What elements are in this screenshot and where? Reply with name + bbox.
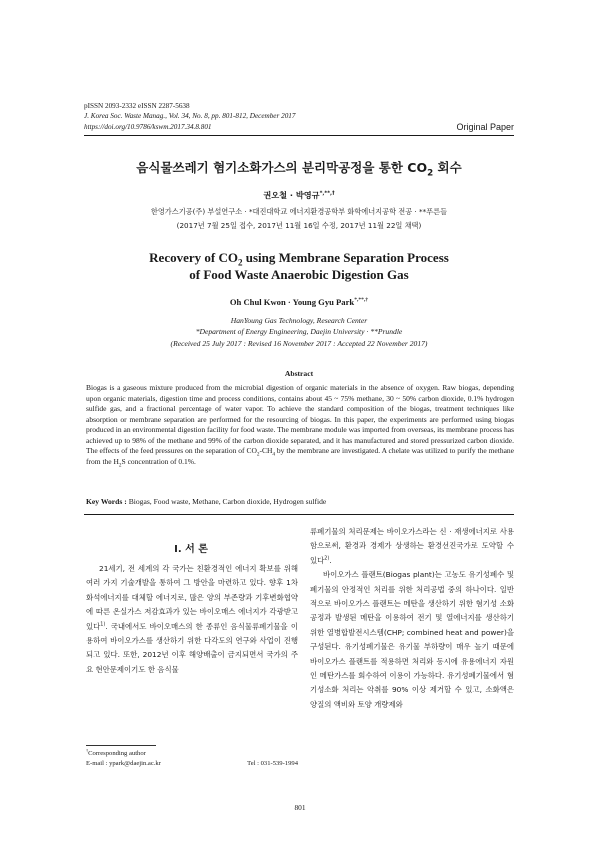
page-number: 801: [294, 803, 306, 812]
journal-info: [84, 101, 384, 132]
footnote: †Corresponding author E-mail : ypark@daejin.ac.kr Tel : 031-539-1994: [86, 747, 298, 767]
citation: J. Korea Soc. Waste Manag., Vol. 34, No. 8, pp. 801-812, December 2017: [84, 112, 296, 121]
intro-paragraph-1: 21세기, 전 세계의 각 국가는 친환경적인 에너지 확보를 위해 여러 가지 기술개발을 통하여 그 방안을 마련하고 있다. 향후 1차 화석에너지를 대체할 에너지로, 많은 양의 부존량과 기후변화협약에 따른 온실가스 저감효과가 있는 바이오매스 에너지가 각광받고 있다$^{1)}$. 국내에서도 바이오매스의 한 종류인 음식물류폐기물을 이용하여 바이오가스를 생산하기 위한 다각도의 연구와 사업이 진행되고 있다. 또한, 2012년 이후 해양배출이 금지되면서 국가의 주요 현안문제이기도 한 음식물: [86, 564, 298, 674]
korean-authors: 권오철 · 박영규*,**,†: [263, 190, 335, 200]
korean-affiliation: 한영가스기공(주) 부설연구소 · *대진대학교 에너지환경공학부 화학에너지공학 전공 · **푸른들: [150, 207, 448, 216]
keywords: Key Words : Biogas, Food waste, Methane, Carbon dioxide, Hydrogen sulfide: [86, 497, 327, 506]
english-affiliation: HanYoung Gas Technology, Research Center *Department of Energy Engineering, Daejin University · **Prundle (Received 25 July 2017 : Revised 16 November 2017 : Accepted 22 November 2017): [170, 316, 428, 348]
paper-type: Original Paper: [456, 122, 514, 132]
english-authors: Oh Chul Kwon · Young Gyu Park*,**,†: [229, 297, 369, 307]
right-column: [310, 525, 514, 712]
footnote-tel: Tel : 031-539-1994: [247, 759, 298, 767]
issn: pISSN 2093-2332 eISSN 2287-5638: [84, 102, 190, 110]
intro-paragraph-2: 류폐기물의 처리문제는 바이오가스라는 신 · 재생에너지로 사용함으로써, 환경과 경제가 상생하는 환경선진국가로 도약할 수 있다$^{2)}$.: [310, 527, 514, 565]
abstract-text: Biogas is a gaseous mixture produced from the microbial digestion of organic materials in the absence of oxygen. Raw biogas, depending upon organic materials, digestion time and process conditions, contains about 45 ~ 75% methane, 30 ~ 50% carbon dioxide, 0.1% hydrogen sulfide gas, and a fractional percentage of water vapor. To achieve the standard composition of the biogas, treatment techniques like absorption or membrane separation are performed for the resourcing of biogas. In this paper, the experiments are performed using biogas produced in an environmental digestion facility for food waste. The membrane module was imported from overseas, its membrane process has achieved up to 98% of the methane and 99% of the carbon dioxide separated, and it has manufactured and stored pressurized carbon dioxide. The effects of the feed pressures on the separation of $CO_2-CH_4$ by the membrane are investigated. A chelate was utilized to purify the methane from the $H_2S$ concentration of 0.1%.: [86, 383, 514, 468]
doi-link[interactable]: https://doi.org/10.9786/kswm.2017.34.8.801: [84, 122, 212, 131]
intro-paragraph-3: 바이오가스 플랜트(Biogas plant)는 고농도 유기성폐수 및 폐기물의 안정적인 처리를 위한 처리공법 중의 하나이다. 일반적으로 바이오가스 플랜트는 메탄을 생산하기 위한 혐기성 소화 공정과 발생된 메탄을 이용하여 전기 및 열에너지를 생산하기 위한 열병합발전시스템(CHP; combined heat and power)을 구성된다. 유기성폐기물은 유기물 부하량이 매우 높기 때문에 바이오가스 플랜트를 적용하면 처리와 동시에 유용에너지 자원인 메탄가스를 회수하여 이용이 가능하다. 유기성폐기물에서 혐기성소화 처리는 악취를 90% 이상 제거할 수 있고, 소화액은 양질의 액비와 토양 개량제와: [310, 570, 514, 709]
left-column: [86, 562, 298, 677]
english-title: Recovery of $CO_2$ using Membrane Separation Process of Food Waste Anaerobic Digestion Gas: [149, 250, 449, 282]
header-rule: [84, 135, 514, 136]
korean-title: 음식물쓰레기 혐기소화가스의 분리막공정을 통한 $CO_2$ 회수: [136, 160, 462, 179]
footnote-email: E-mail : ypark@daejin.ac.kr: [86, 759, 161, 767]
footnote-rule: [86, 745, 156, 746]
section-heading: I. 서 론: [174, 544, 208, 555]
keywords-rule: [84, 514, 514, 515]
abstract-heading: Abstract: [284, 369, 314, 378]
korean-dates: (2017년 7월 25일 접수, 2017년 11월 16일 수정, 2017년 11월 22일 채택): [176, 221, 422, 230]
